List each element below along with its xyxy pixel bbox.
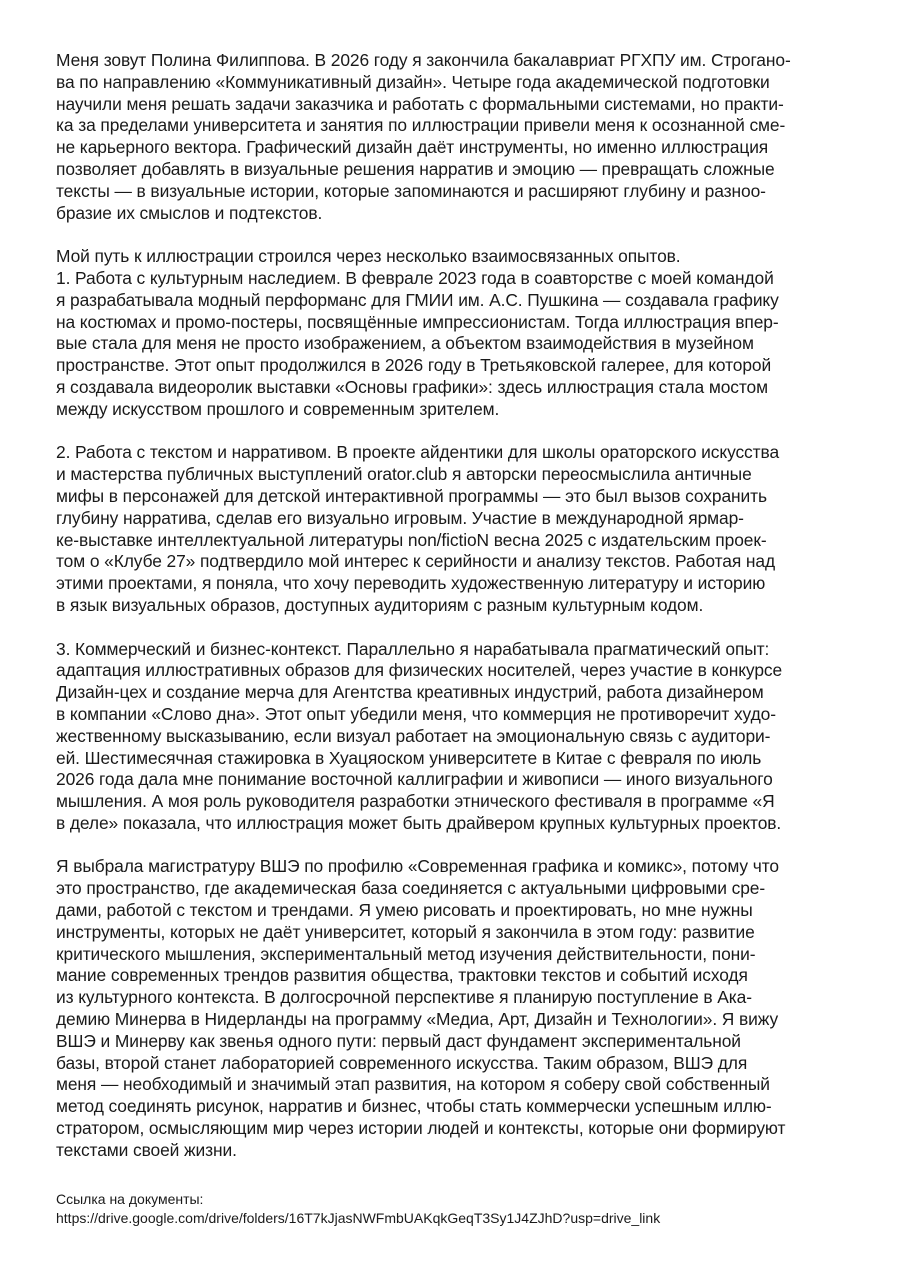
text-line: ва по направлению «Коммуникативный дизайн». Четыре года академической подготовки (56, 71, 770, 92)
text-line: мание современных трендов развития общества, трактовки текстов и событий исходя (56, 965, 748, 986)
documents-link[interactable]: https://drive.google.com/drive/folders/16T7kJjasNWFmbUAKqkGeqT3Sy1J4ZJhD?usp=drive_link (56, 1209, 661, 1226)
text-line: 3. Коммерческий и бизнес-контекст. Параллельно я нарабатывала прагматический опыт: (56, 638, 770, 659)
text-line: я создавала видеоролик выставки «Основы графики»: здесь иллюстрация стала мостом (56, 376, 768, 397)
paragraph-3 (56, 442, 856, 616)
text-line: мышления. А моя роль руководителя разработки этнического фестиваля в программе «Я (56, 791, 775, 812)
text-line: 1. Работа с культурным наследием. В феврале 2023 года в соавторстве с моей командой (56, 267, 774, 288)
text-line: позволяет добавлять в визуальные решения нарратив и эмоцию — превращать сложные (56, 158, 775, 179)
text-line: в деле» показала, что иллюстрация может быть драйвером крупных культурных проектов. (56, 812, 782, 833)
paragraph-gap (56, 421, 856, 443)
text-line: 2. Работа с текстом и нарративом. В проекте айдентики для школы ораторского искусства (56, 442, 780, 463)
text-line: стратором, осмысляющим мир через истории людей и контексты, которые они формируют (56, 1118, 786, 1139)
text-line: 2026 года дала мне понимание восточной каллиграфии и живописи — иного визуального (56, 769, 773, 790)
essay-body (56, 50, 856, 1162)
text-line: бразие их смыслов и подтекстов. (56, 202, 323, 223)
paragraph-1 (56, 50, 856, 224)
text-line: вые стала для меня не просто изображением, а объектом взаимодействия в музейном (56, 333, 754, 354)
paragraph-gap (56, 835, 856, 857)
text-line: в язык визуальных образов, доступных аудиториям с разным культурным кодом. (56, 594, 704, 615)
text-line: меня — необходимый и значимый этап развития, на котором я соберу свой собственный (56, 1074, 770, 1095)
paragraph-4 (56, 639, 856, 835)
text-line: адаптация иллюстративных образов для физических носителей, через участие в конкурсе (56, 660, 783, 681)
text-line: том о «Клубе 27» подтвердило мой интерес к серийности и анализу текстов. Работая над (56, 551, 775, 572)
text-line: Я выбрала магистратуру ВШЭ по профилю «Современная графика и комикс», потому что (56, 856, 779, 877)
text-line: ВШЭ и Минерву как звенья одного пути: первый даст фундамент экспериментальной (56, 1030, 741, 1051)
text-line: глубину нарратива, сделав его визуально игровым. Участие в международной ярмар- (56, 507, 744, 528)
text-line: в компании «Слово дна». Этот опыт убедили меня, что коммерция не противоречит худо- (56, 703, 776, 724)
text-line: ей. Шестимесячная стажировка в Хуацяоском университете в Китае с февраля по июль (56, 747, 762, 768)
text-line: на костюмах и промо-постеры, посвящённые импрессионистам. Тогда иллюстрация впер- (56, 311, 779, 332)
text-line: инструменты, которых не даёт университет, который я закончила в этом году: развитие (56, 921, 755, 942)
text-line: Мой путь к иллюстрации строился через несколько взаимосвязанных опытов. (56, 246, 681, 267)
text-line: текстами своей жизни. (56, 1139, 237, 1160)
text-line: мифы в персонажей для детской интерактивной программы — это был вызов сохранить (56, 485, 767, 506)
text-line: метод соединять рисунок, нарратив и бизнес, чтобы стать коммерчески успешным иллю- (56, 1096, 772, 1117)
documents-footer (56, 1190, 856, 1228)
text-line: базы, второй станет лабораторией современного искусства. Таким образом, ВШЭ для (56, 1052, 748, 1073)
text-line: это пространство, где академическая база соединяется с актуальными цифровыми сре- (56, 878, 766, 899)
text-line: между искусством прошлого и современным зрителем. (56, 398, 500, 419)
text-line: научили меня решать задачи заказчика и работать с формальными системами, но практи- (56, 93, 784, 114)
text-line: ке-выставке интеллектуальной литературы non/fictioN весна 2025 с издательским проек- (56, 529, 767, 550)
text-line: критического мышления, экспериментальный метод изучения действительности, пони- (56, 943, 756, 964)
text-line: и мастерства публичных выступлений orator.club я авторски переосмыслила античные (56, 464, 752, 485)
text-line: жественному высказыванию, если визуал работает на эмоциональную связь с аудитори- (56, 725, 771, 746)
paragraph-5 (56, 856, 856, 1161)
text-line: этими проектами, я поняла, что хочу переводить художественную литературу и историю (56, 573, 766, 594)
text-line: пространстве. Этот опыт продолжился в 2026 году в Третьяковской галерее, для которой (56, 355, 772, 376)
text-line: я разрабатывала модный перформанс для ГМИИ им. А.С. Пушкина — создавала графику (56, 289, 779, 310)
text-line: не карьерного вектора. Графический дизайн даёт инструменты, но именно иллюстрация (56, 137, 769, 158)
paragraph-2 (56, 246, 856, 420)
text-line: Меня зовут Полина Филиппова. В 2026 году я закончила бакалавриат РГХПУ им. Строгано- (56, 50, 791, 70)
footer-label: Ссылка на документы: (56, 1190, 204, 1207)
paragraph-gap (56, 224, 856, 246)
paragraph-gap (56, 617, 856, 639)
text-line: тексты — в визуальные истории, которые запоминаются и расширяют глубину и разноо- (56, 180, 766, 201)
text-line: дами, работой с текстом и трендами. Я умею рисовать и проектировать, но мне нужны (56, 900, 753, 921)
text-line: Дизайн-цех и создание мерча для Агентства креативных индустрий, работа дизайнером (56, 682, 764, 703)
text-line: демию Минерва в Нидерланды на программу «Медиа, Арт, Дизайн и Технологии». Я вижу (56, 1009, 779, 1030)
text-line: ка за пределами университета и занятия по иллюстрации привели меня к осознанной сме- (56, 115, 786, 136)
document-page (56, 50, 856, 1228)
text-line: из культурного контекста. В долгосрочной перспективе я планирую поступление в Ака- (56, 987, 752, 1008)
